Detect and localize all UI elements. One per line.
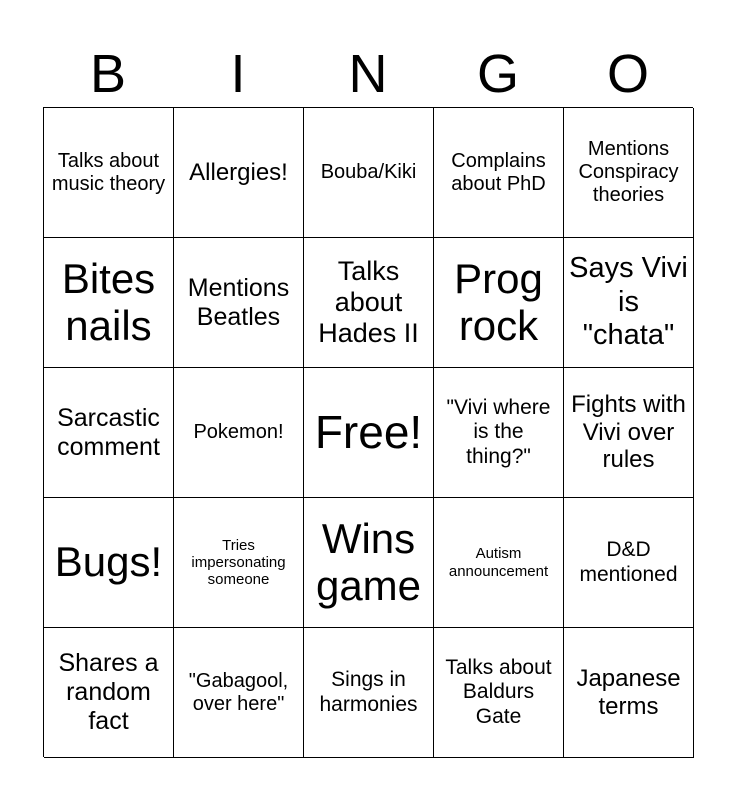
bingo-cell[interactable]: Talks about music theory xyxy=(44,108,174,238)
bingo-header xyxy=(43,40,693,108)
header-letter-i: I xyxy=(230,44,246,104)
header-letter-b: B xyxy=(89,44,127,104)
bingo-cell[interactable]: Mentions Conspiracy theories xyxy=(564,108,694,238)
bingo-cell[interactable]: Says Vivi is "chata" xyxy=(564,238,694,368)
bingo-cell[interactable]: Japanese terms xyxy=(564,628,694,758)
bingo-cell[interactable]: Bugs! xyxy=(44,498,174,628)
bingo-cell[interactable]: Prog rock xyxy=(434,238,564,368)
bingo-cell[interactable]: Bites nails xyxy=(44,238,174,368)
bingo-cell[interactable]: Talks about Baldurs Gate xyxy=(434,628,564,758)
bingo-cell[interactable]: Bouba/Kiki xyxy=(304,108,434,238)
header-letter-o: O xyxy=(606,44,649,104)
free-space-cell[interactable]: Free! xyxy=(304,368,434,498)
header-letter-g: G xyxy=(476,44,519,104)
bingo-cell[interactable]: "Gabagool, over here" xyxy=(174,628,304,758)
header-letter-n: N xyxy=(348,44,388,104)
bingo-cell[interactable]: D&D mentioned xyxy=(564,498,694,628)
bingo-cell[interactable]: Wins game xyxy=(304,498,434,628)
bingo-cell[interactable]: Fights with Vivi over rules xyxy=(564,368,694,498)
bingo-cell[interactable]: Complains about PhD xyxy=(434,108,564,238)
bingo-cell[interactable]: Sarcastic comment xyxy=(44,368,174,498)
bingo-cell[interactable]: Tries impersonating someone xyxy=(174,498,304,628)
bingo-cell[interactable]: Pokemon! xyxy=(174,368,304,498)
bingo-cell[interactable]: Autism announcement xyxy=(434,498,564,628)
bingo-cell[interactable]: Sings in harmonies xyxy=(304,628,434,758)
bingo-cell[interactable]: "Vivi where is the thing?" xyxy=(434,368,564,498)
bingo-cell[interactable]: Mentions Beatles xyxy=(174,238,304,368)
bingo-board xyxy=(43,107,693,757)
bingo-cell[interactable]: Shares a random fact xyxy=(44,628,174,758)
bingo-cell[interactable]: Allergies! xyxy=(174,108,304,238)
bingo-cell[interactable]: Talks about Hades II xyxy=(304,238,434,368)
